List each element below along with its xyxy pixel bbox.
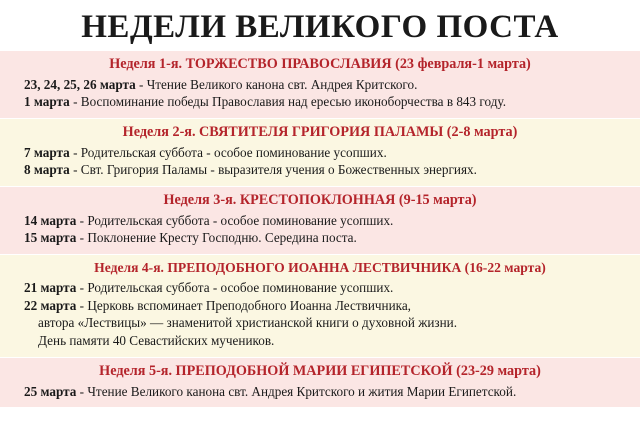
entry-date: 1 марта: [24, 94, 70, 110]
entry-text: - Родительская суббота - особое поминование усопших.: [76, 280, 394, 296]
week-section-3: [0, 187, 640, 254]
entry-line: [10, 383, 630, 401]
week-section-1: [0, 51, 640, 118]
entry-date: 22 марта: [24, 297, 77, 313]
entry-date: 15 марта: [24, 230, 77, 246]
section-heading: Неделя 3-я. КРЕСТОПОКЛОННАЯ (9-15 марта): [163, 191, 477, 208]
entry-line: [10, 93, 630, 111]
entry-text: - Церковь вспоминает Преподобного Иоанна Лествичника,: [76, 297, 411, 313]
entry-text: - Воспоминание победы Православия над ересью иконоборчества в 843 году.: [69, 94, 506, 110]
entry-line-continuation: День памяти 40 Севастийских мучеников.: [38, 332, 275, 348]
entry-date: 21 марта: [24, 280, 77, 296]
section-heading: Неделя 2-я. СВЯТИТЕЛЯ ГРИГОРИЯ ПАЛАМЫ (2-8 марта): [122, 123, 518, 140]
page-title: НЕДЕЛИ ВЕЛИКОГО ПОСТА: [81, 9, 559, 45]
entry-line-continuation: автора «Лествицы» — знаменитой христианской книги о духовной жизни.: [38, 315, 458, 331]
entry-line: [10, 229, 630, 247]
entry-line: [10, 76, 630, 94]
entry-line: [10, 144, 630, 162]
section-heading: Неделя 1-я. ТОРЖЕСТВО ПРАВОСЛАВИЯ (23 февраля-1 марта): [109, 55, 531, 72]
entry-line: [10, 279, 630, 297]
entry-line: [10, 161, 630, 179]
entry-text: - Свт. Григория Паламы - выразителя учения о Божественных энергиях.: [69, 162, 477, 178]
week-section-2: [0, 119, 640, 186]
section-heading: Неделя 4-я. ПРЕПОДОБНОГО ИОАННА ЛЕСТВИЧНИКА (16-22 марта): [94, 260, 546, 276]
entry-text: - Родительская суббота - особое поминование усопших.: [76, 212, 394, 228]
entry-date: 25 марта: [24, 383, 77, 399]
entry-text: - Поклонение Кресту Господню. Середина поста.: [76, 230, 357, 246]
entry-line: [10, 212, 630, 230]
entry-date: 23, 24, 25, 26 марта: [24, 76, 136, 92]
entry-date: 14 марта: [24, 212, 77, 228]
entry-date: 7 марта: [24, 144, 70, 160]
section-heading: Неделя 5-я. ПРЕПОДОБНОЙ МАРИИ ЕГИПЕТСКОЙ (23-29 марта): [99, 362, 541, 379]
entry-line: [10, 297, 630, 315]
entry-text: - Чтение Великого канона свт. Андрея Критского.: [135, 76, 418, 92]
week-section-5: [0, 358, 640, 408]
entry-text: - Родительская суббота - особое поминование усопших.: [69, 144, 387, 160]
entry-date: 8 марта: [24, 162, 70, 178]
week-section-4: [0, 255, 640, 357]
entry-text: - Чтение Великого канона свт. Андрея Критского и жития Марии Египетской.: [76, 383, 517, 399]
